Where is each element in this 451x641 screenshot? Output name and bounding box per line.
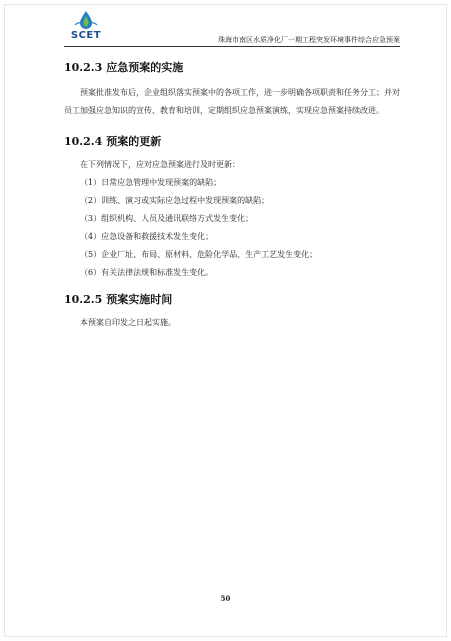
paragraph: 本预案自印发之日起实施。: [80, 318, 176, 327]
paragraph: 预案批准发布后，企业组织落实预案中的各项工作，进一步明确各项职责和任务分工；并对员工加强应急知识的宣传、教育和培训，定期组织应急预案演练，实现应急预案持续改进。: [64, 88, 400, 115]
paragraph: 在下列情况下，应对应急预案进行及时更新：: [80, 160, 240, 169]
water-drop-logo-icon: [72, 10, 100, 30]
list-item: （5）企业厂址、布局、原材料、危险化学品、生产工艺发生变化；: [80, 250, 318, 259]
section-title: 预案的更新: [106, 135, 162, 148]
section-title: 应急预案的实施: [106, 61, 184, 74]
section-title: 预案实施时间: [106, 293, 173, 306]
section-number: 10.2.4: [64, 135, 103, 148]
section-heading-10-2-4: [64, 134, 400, 150]
list-item: （2）训练、演习或实际应急过程中发现预案的缺陷；: [80, 196, 270, 205]
header-title: 珠海市南区水质净化厂一期工程突发环境事件综合应急预案: [218, 36, 400, 44]
section-body-10-2-5: [64, 314, 400, 332]
page-header: [64, 10, 400, 46]
list-item: （6）有关法律法规和标准发生变化。: [80, 268, 214, 277]
update-conditions-list: [64, 174, 400, 282]
list-item: （1）日常应急管理中发现预案的缺陷；: [80, 178, 222, 187]
section-number: 10.2.5: [64, 293, 103, 306]
section-heading-10-2-3: [64, 60, 400, 76]
main-content: [64, 60, 400, 332]
list-item: （4）应急设备和救援技术发生变化；: [80, 232, 214, 241]
list-item: （3）组织机构、人员及通讯联络方式发生变化；: [80, 214, 254, 223]
section-heading-10-2-5: [64, 292, 400, 308]
header-divider: [64, 46, 400, 47]
logo-text: SCET: [70, 30, 102, 41]
section-body-10-2-4: [64, 156, 400, 282]
page-number: 50: [220, 594, 231, 603]
section-body-10-2-3: [64, 84, 400, 120]
section-number: 10.2.3: [64, 61, 103, 74]
company-logo: [64, 10, 108, 44]
